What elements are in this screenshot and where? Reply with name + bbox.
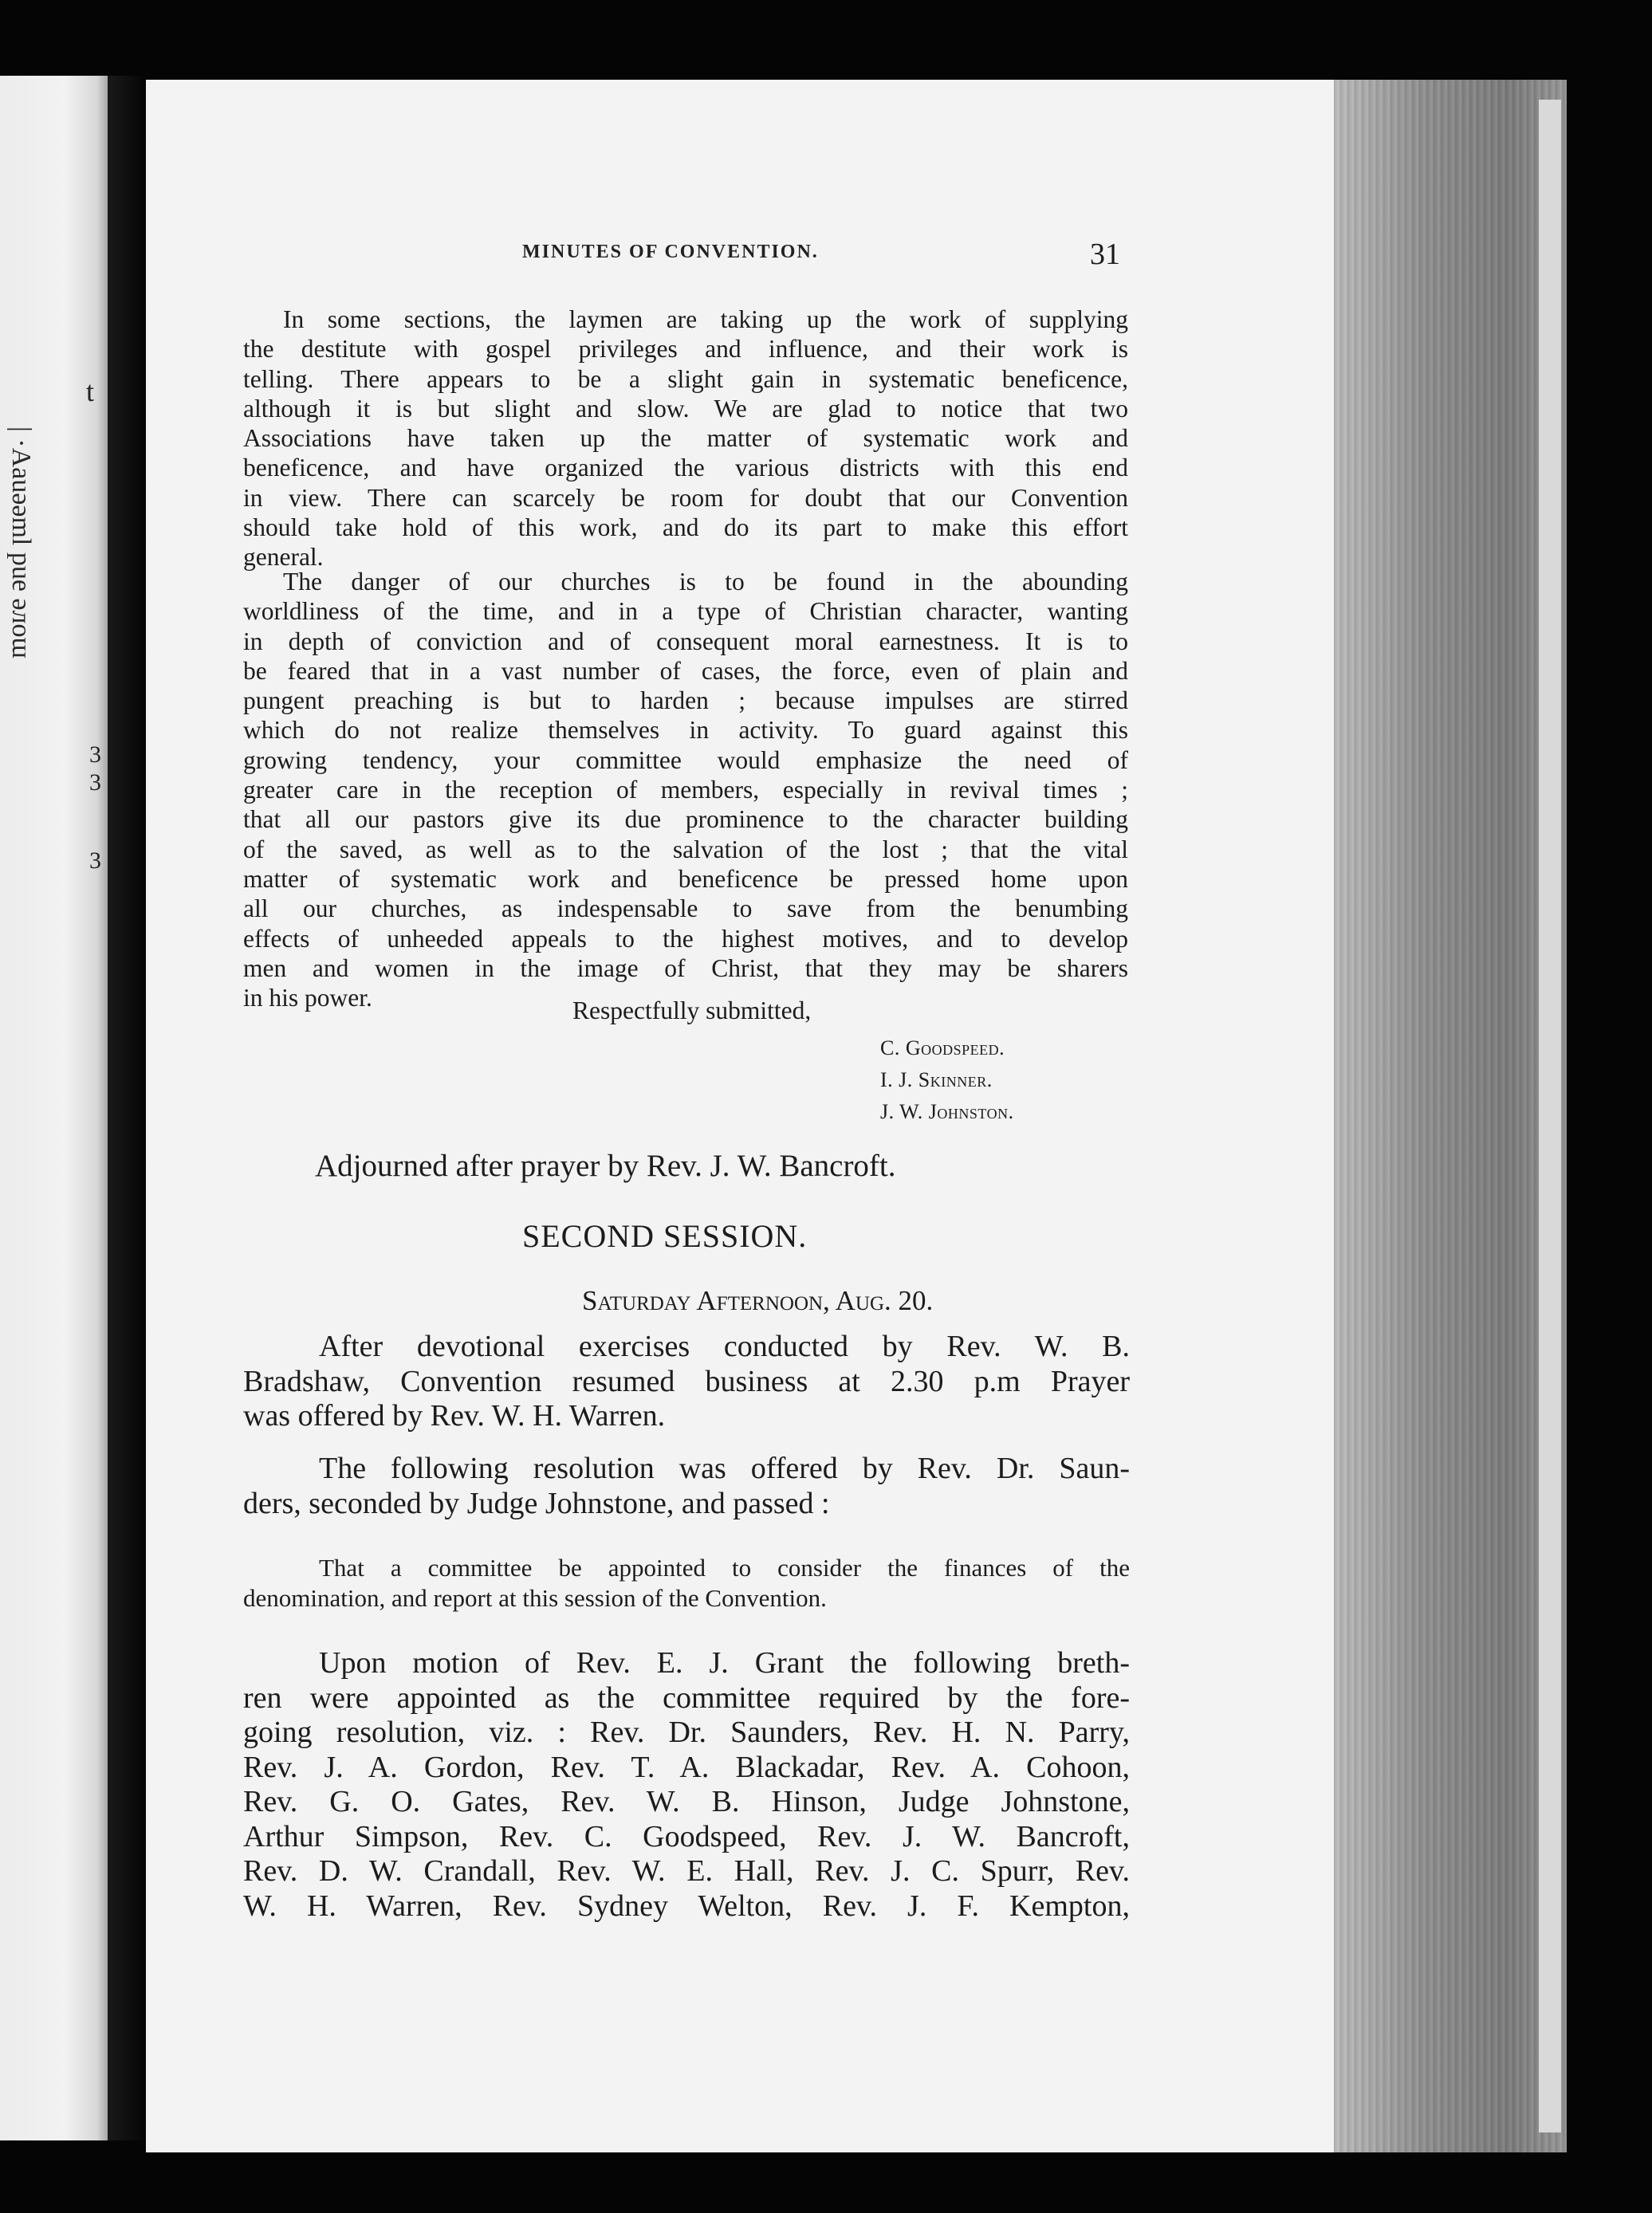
- section-heading: SECOND SESSION.: [522, 1218, 808, 1254]
- text-line: greater care in the reception of members, especially in revival times ;: [243, 776, 1128, 804]
- text-line: worldliness of the time, and in a type of Christian character, wanting: [243, 597, 1128, 626]
- signer-name: J. W. Johnston.: [880, 1100, 1014, 1123]
- left-page-numeral: 3: [89, 741, 101, 768]
- text-line: all our churches, as indespensable to save from the benumbing: [243, 894, 1128, 923]
- text-line: effects of unheeded appeals to the highest motives, and to develop: [243, 924, 1128, 953]
- text-line: men and women in the image of Christ, that they may be sharers: [243, 953, 1128, 982]
- page-number: 31: [1090, 238, 1120, 271]
- left-page-numeral: 3: [89, 847, 101, 874]
- session-paragraph: [243, 1452, 1130, 1521]
- running-head: MINUTES OF CONVENTION.: [522, 242, 819, 262]
- text-line: After devotional exercises conducted by Rev. W. B.: [319, 1330, 1130, 1363]
- text-line: Associations have taken up the matter of systematic work and: [243, 424, 1128, 453]
- text-line: Upon motion of Rev. E. J. Grant the following breth-: [319, 1646, 1130, 1680]
- resolution-text: [243, 1553, 1130, 1613]
- text-line: Rev. D. W. Crandall, Rev. W. E. Hall, Rev. J. C. Spurr, Rev.: [243, 1854, 1130, 1888]
- text-line: The danger of our churches is to be found in the abounding: [283, 568, 1128, 596]
- committee-paragraph: [243, 1646, 1130, 1924]
- text-line: in depth of conviction and of consequent moral earnestness. It is to: [243, 627, 1128, 655]
- left-page-numeral: 3: [89, 769, 101, 796]
- text-line: Arthur Simpson, Rev. C. Goodspeed, Rev. J. W. Bancroft,: [243, 1819, 1130, 1853]
- text-line: although it is but slight and slow. We are glad to notice that two: [243, 394, 1128, 423]
- text-line: Rev. G. O. Gates, Rev. W. B. Hinson, Judge Johnstone,: [243, 1785, 1130, 1818]
- text-line: In some sections, the laymen are taking up the work of supplying: [283, 305, 1128, 333]
- text-line: The following resolution was offered by Rev. Dr. Saun-: [319, 1452, 1130, 1485]
- text-line: matter of systematic work and beneficence be pressed home upon: [243, 864, 1128, 893]
- text-line: general.: [243, 543, 324, 572]
- report-paragraph: [243, 305, 1128, 572]
- text-line: pungent preaching is but to harden ; because impulses are stirred: [243, 686, 1128, 715]
- text-line: denomination, and report at this session of the Convention.: [243, 1583, 827, 1612]
- text-line: That a committee be appointed to consider the finances of the: [319, 1554, 1130, 1582]
- text-line: growing tendency, your committee would emphasize the need of: [243, 745, 1128, 774]
- text-line: should take hold of this work, and do its part to make this effort: [243, 513, 1128, 542]
- text-line: which do not realize themselves in activity. To guard against this: [243, 716, 1128, 745]
- text-line: in his power.: [243, 984, 372, 1012]
- text-line: W. H. Warren, Rev. Sydney Welton, Rev. J. F. Kempton,: [243, 1889, 1130, 1923]
- text-line: telling. There appears to be a slight gain in systematic beneficence,: [243, 364, 1128, 393]
- text-line: in view. There can scarcely be room for doubt that our Convention: [243, 483, 1128, 512]
- left-page-text-fragments: [0, 76, 104, 1431]
- signer-name: C. Goodspeed.: [880, 1036, 1005, 1059]
- page-stack-highlight: [1539, 100, 1561, 2132]
- text-line: that all our pastors give its due prominence to the character building: [243, 805, 1128, 834]
- session-paragraph: [243, 1330, 1130, 1434]
- text-line: ders, seconded by Judge Johnstone, and passed :: [243, 1486, 830, 1520]
- text-line: ren were appointed as the committee required by the fore-: [243, 1680, 1130, 1715]
- adjournment-line: Adjourned after prayer by Rev. J. W. Bancroft.: [315, 1149, 896, 1183]
- closing-line: Respectfully submitted,: [572, 996, 812, 1024]
- text-line: the destitute with gospel privileges and influence, and their work is: [243, 335, 1128, 364]
- text-line: of the saved, as well as to the salvation of the lost ; that the vital: [243, 835, 1128, 863]
- text-line: was offered by Rev. W. H. Warren.: [243, 1399, 666, 1433]
- session-date: Saturday Afternoon, Aug. 20.: [582, 1285, 934, 1316]
- text-line: beneficence, and have organized the various districts with this end: [243, 454, 1128, 482]
- text-line: Bradshaw, Convention resumed business at 2.30 p.m Prayer: [243, 1364, 1130, 1398]
- left-page-fragment: t: [86, 375, 95, 407]
- text-line: Rev. J. A. Gordon, Rev. T. A. Blackadar, Rev. A. Cohoon,: [243, 1750, 1130, 1784]
- page-stack-edge: [1334, 80, 1567, 2152]
- signer-name: I. J. Skinner.: [880, 1068, 993, 1091]
- text-line: be feared that in a vast number of cases, the force, even of plain and: [243, 656, 1128, 685]
- left-page-rotated-fragment: | ·Aauəәml pue əлoɯ: [6, 426, 36, 658]
- text-line: going resolution, viz. : Rev. Dr. Saunders, Rev. H. N. Parry,: [243, 1716, 1130, 1749]
- left-facing-page-edge: [0, 76, 108, 2140]
- book-gutter: [108, 76, 146, 2140]
- report-paragraph: [243, 567, 1128, 1012]
